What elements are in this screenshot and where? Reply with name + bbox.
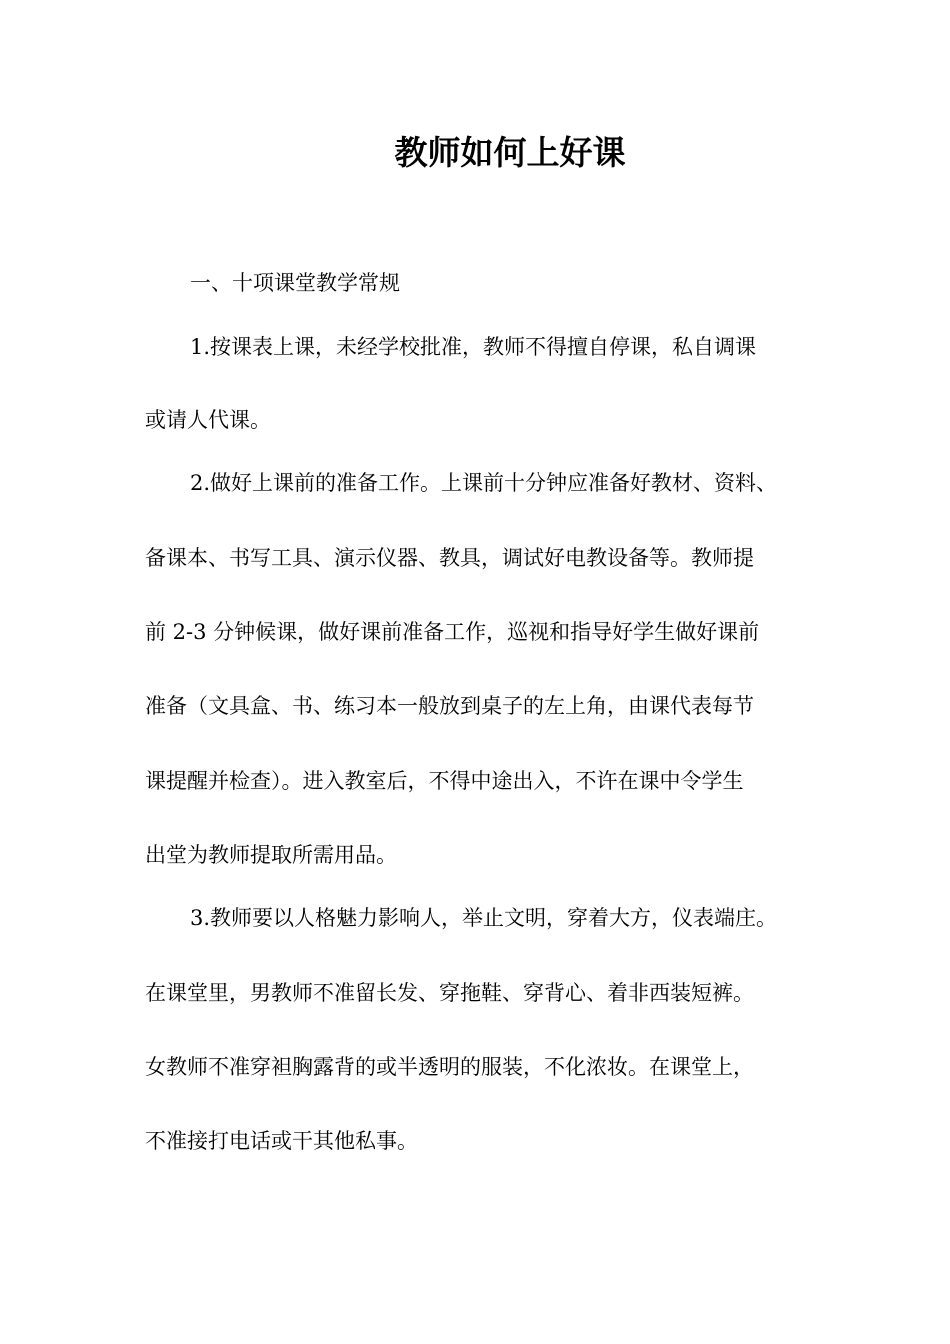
- paragraph-line: 不准接打电话或干其他私事。: [145, 1129, 418, 1153]
- paragraph-line: 在课堂里，男教师不准留长发、穿拖鞋、穿背心、着非西装短裤。: [145, 981, 754, 1005]
- paragraph-line: 2.做好上课前的准备工作。上课前十分钟应准备好教材、资料、: [190, 471, 778, 495]
- document-title: 教师如何上好课: [394, 133, 626, 172]
- section-heading: 一、十项课堂教学常规: [190, 271, 400, 295]
- paragraph-line: 或请人代课。: [145, 408, 271, 432]
- paragraph-line: 3.教师要以人格魅力影响人，举止文明，穿着大方，仪表端庄。: [190, 906, 778, 930]
- paragraph-line: 准备（文具盒、书、练习本一般放到桌子的左上角，由课代表每节: [145, 694, 754, 718]
- paragraph-line: 出堂为教师提取所需用品。: [145, 843, 397, 867]
- paragraph-line: 备课本、书写工具、演示仪器、教具，调试好电教设备等。教师提: [145, 546, 754, 570]
- paragraph-line: 前 2-3 分钟候课，做好课前准备工作，巡视和指导好学生做好课前: [145, 620, 760, 644]
- paragraph-line: 课提醒并检查）。进入教室后，不得中途出入，不许在课中令学生: [145, 769, 744, 793]
- paragraph-line: 1.按课表上课，未经学校批准，教师不得擅自停课，私自调课: [190, 335, 757, 359]
- paragraph-line: 女教师不准穿袒胸露背的或半透明的服装，不化浓妆。在课堂上，: [145, 1055, 754, 1079]
